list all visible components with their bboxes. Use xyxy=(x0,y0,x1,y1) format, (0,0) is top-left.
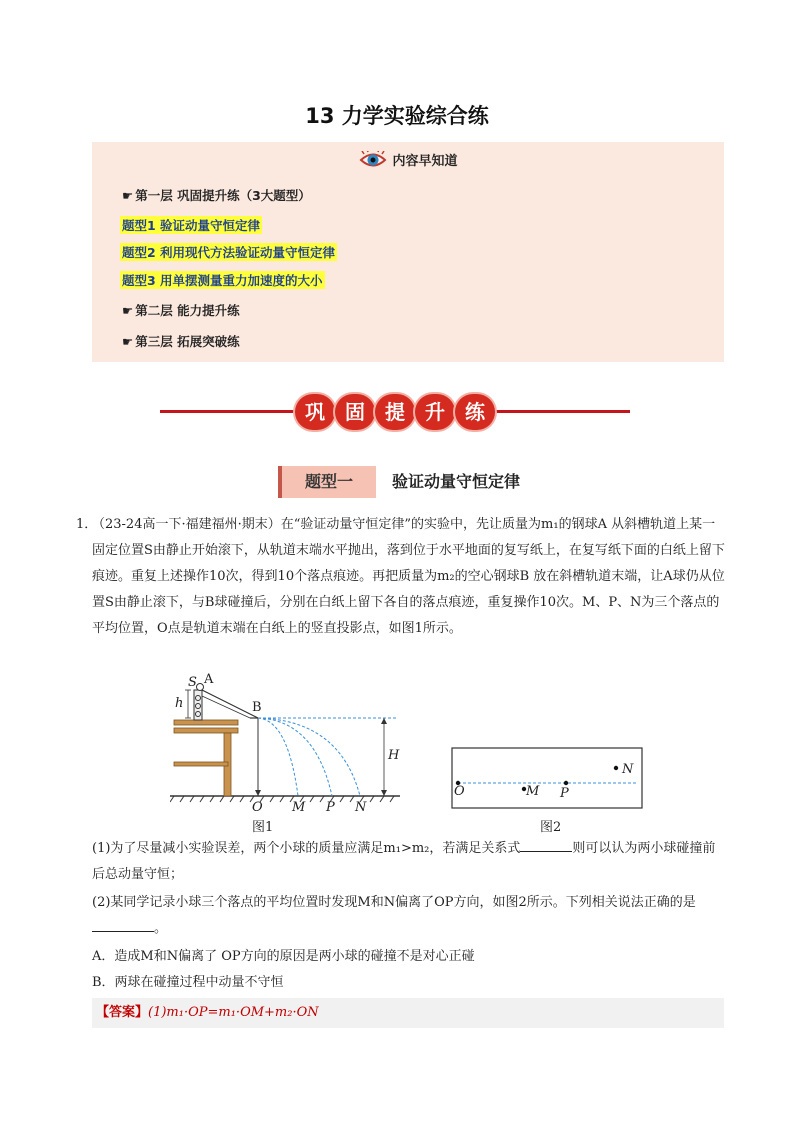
question-part-2 xyxy=(92,890,726,942)
banner-char: 升 xyxy=(415,394,455,430)
q1-text-b: 则可以认为两小球碰撞前后总动量守恒； xyxy=(92,841,716,882)
contents-heading xyxy=(92,150,724,173)
banner-char: 练 xyxy=(455,394,495,430)
question-part-1 xyxy=(92,836,726,888)
option-a[interactable]: A．造成M和N偏离了 OP方向的原因是两小球的碰撞不是对心正碰 xyxy=(92,949,475,964)
figure-1-caption: 图1 xyxy=(252,820,274,835)
q1-answer-blank[interactable] xyxy=(520,836,572,852)
question-stem-text: （23-24高一下·福建福州·期末）在“验证动量守恒定律”的实验中，先让质量为m₁的钢球A 从斜槽轨道上某一固定位置S由静止开始滚下，从轨道末端水平抛出，落到位于水平地面的复写纸上，在复写纸下面的白纸上留下痕迹。重复上述操作10次，得到10个落点痕迹。再把质量为m₂的空心钢球B 放在斜槽轨道末端，让A球仍从位置S由静止滚下，与B球碰撞后，分别在白纸上留下各自的落点痕迹，重复操作10次。M、P、N为三个落点的平均位置，O点是轨道末端在白纸上的竖直投影点，如图1所示。 xyxy=(92,517,725,636)
page-title: 13 力学实验综合练 xyxy=(305,104,489,128)
label-M: M xyxy=(292,800,306,815)
fig2-label-O: O xyxy=(454,784,465,799)
label-N: N xyxy=(355,800,367,815)
pointing-hand-icon: ☛ xyxy=(122,334,134,349)
banner-char: 固 xyxy=(335,394,375,430)
q2-text-b: 。 xyxy=(154,921,168,936)
toc-layer2-label: 第二层 能力提升练 xyxy=(135,303,240,318)
figure-2-caption: 图2 xyxy=(540,820,562,835)
q1-text-a: (1)为了尽量减小实验误差，两个小球的质量应满足m₁>m₂，若满足关系式 xyxy=(92,841,521,856)
toc-type-3[interactable]: 题型3 用单摆测量重力加速度的大小 xyxy=(122,273,323,288)
section-label: 题型一 xyxy=(278,466,376,498)
banner-line-left xyxy=(160,410,295,413)
banner-line-right xyxy=(495,410,630,413)
eye-icon xyxy=(358,151,388,173)
fig2-label-N: N xyxy=(622,762,634,777)
contents-heading-text: 内容早知道 xyxy=(392,154,458,169)
pointing-hand-icon: ☛ xyxy=(122,188,134,203)
figure-1 xyxy=(170,672,410,836)
answer-text: (1)m₁·OP=m₁·OM+m₂·ON xyxy=(148,1005,319,1020)
section-header xyxy=(278,466,568,498)
banner-char: 巩 xyxy=(295,394,335,430)
figure-2 xyxy=(448,746,648,836)
pointing-hand-icon: ☛ xyxy=(122,303,134,318)
toc-layer1-label: 第一层 巩固提升练（3大题型） xyxy=(135,188,311,203)
contents-box xyxy=(92,142,724,362)
banner-char: 提 xyxy=(375,394,415,430)
fig2-label-M: M xyxy=(526,784,540,799)
q2-text-a: (2)某同学记录小球三个落点的平均位置时发现M和N偏离了OP方向，如图2所示。下列相关说法正确的是 xyxy=(92,895,696,910)
option-b[interactable]: B．两球在碰撞过程中动量不守恒 xyxy=(92,975,284,990)
label-O: O xyxy=(252,800,263,815)
fig2-label-P: P xyxy=(560,786,569,801)
consolidation-banner xyxy=(160,394,630,430)
toc-layer2[interactable] xyxy=(122,301,240,319)
toc-type-1[interactable]: 题型1 验证动量守恒定律 xyxy=(122,218,261,233)
label-H: H xyxy=(388,748,400,763)
answer-tag: 【答案】 xyxy=(96,1005,149,1020)
label-A: A xyxy=(204,672,214,687)
q2-answer-blank[interactable] xyxy=(92,916,154,932)
toc-type-2[interactable]: 题型2 利用现代方法验证动量守恒定律 xyxy=(122,245,336,260)
toc-layer3-label: 第三层 拓展突破练 xyxy=(135,334,240,349)
label-h: h xyxy=(175,696,184,711)
question-number: 1． xyxy=(76,517,98,532)
label-P: P xyxy=(326,800,335,815)
label-B: B xyxy=(252,700,262,715)
answer-box xyxy=(92,998,724,1028)
question-stem xyxy=(92,512,726,642)
section-title: 验证动量守恒定律 xyxy=(392,472,521,491)
label-S: S xyxy=(188,675,197,690)
toc-layer1[interactable] xyxy=(122,186,311,204)
toc-layer3[interactable] xyxy=(122,332,240,350)
